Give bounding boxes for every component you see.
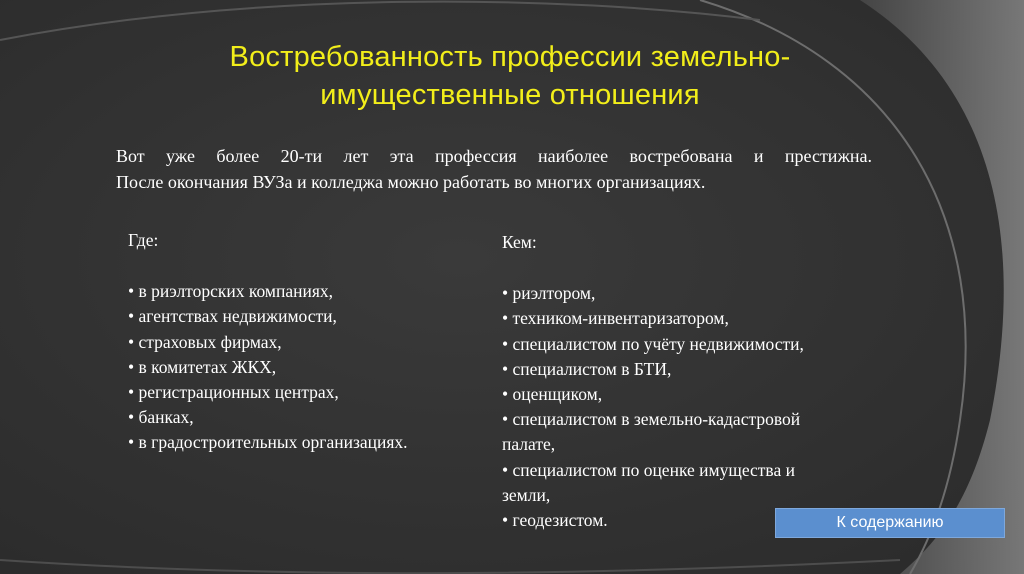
who-list-item: • оценщиком, bbox=[502, 384, 603, 405]
who-list-item: • специалистом по учёту недвижимости, bbox=[502, 333, 804, 354]
slide-title-line-2: имущественные отношения bbox=[320, 79, 700, 111]
who-list-item: • специалистом в БТИ, bbox=[502, 358, 672, 379]
where-heading: Где: bbox=[128, 230, 159, 250]
intro-line-2: После окончания ВУЗа и колледжа можно работать во многих организациях. bbox=[116, 172, 706, 192]
who-list-item: • риэлтором, bbox=[502, 283, 596, 304]
where-list-item: • страховых фирмах, bbox=[128, 331, 282, 352]
who-list-item: • специалистом по оценке имущества и bbox=[502, 459, 795, 480]
where-column bbox=[128, 228, 488, 456]
who-column bbox=[502, 230, 882, 533]
slide-title-line-1: Востребованность профессии земельно- bbox=[229, 41, 791, 73]
who-heading: Кем: bbox=[502, 232, 537, 252]
where-list-item: • в комитетах ЖКХ, bbox=[128, 356, 277, 377]
where-list-item: • в градостроительных организациях. bbox=[128, 432, 408, 453]
where-list-item: • банках, bbox=[128, 407, 194, 428]
where-list-item: • в риэлторских компаниях, bbox=[128, 281, 334, 302]
intro-line-1: Вот уже более 20-ти лет эта профессия наиболее востребована и престижна. bbox=[116, 146, 872, 166]
who-list-item: палате, bbox=[502, 434, 556, 455]
who-list-item: • техником-инвентаризатором, bbox=[502, 308, 729, 329]
where-list-item: • агентствах недвижимости, bbox=[128, 306, 337, 327]
where-list-item: • регистрационных центрах, bbox=[128, 382, 339, 403]
where-list bbox=[128, 279, 488, 455]
who-list-item: • специалистом в земельно-кадастровой bbox=[502, 409, 801, 430]
intro-paragraph bbox=[116, 143, 872, 195]
table-of-contents-button[interactable]: К содержанию bbox=[775, 508, 1005, 538]
who-list-item: • геодезистом. bbox=[502, 510, 608, 531]
slide-title bbox=[150, 38, 870, 114]
who-list bbox=[502, 281, 882, 533]
who-list-item: земли, bbox=[502, 484, 551, 505]
